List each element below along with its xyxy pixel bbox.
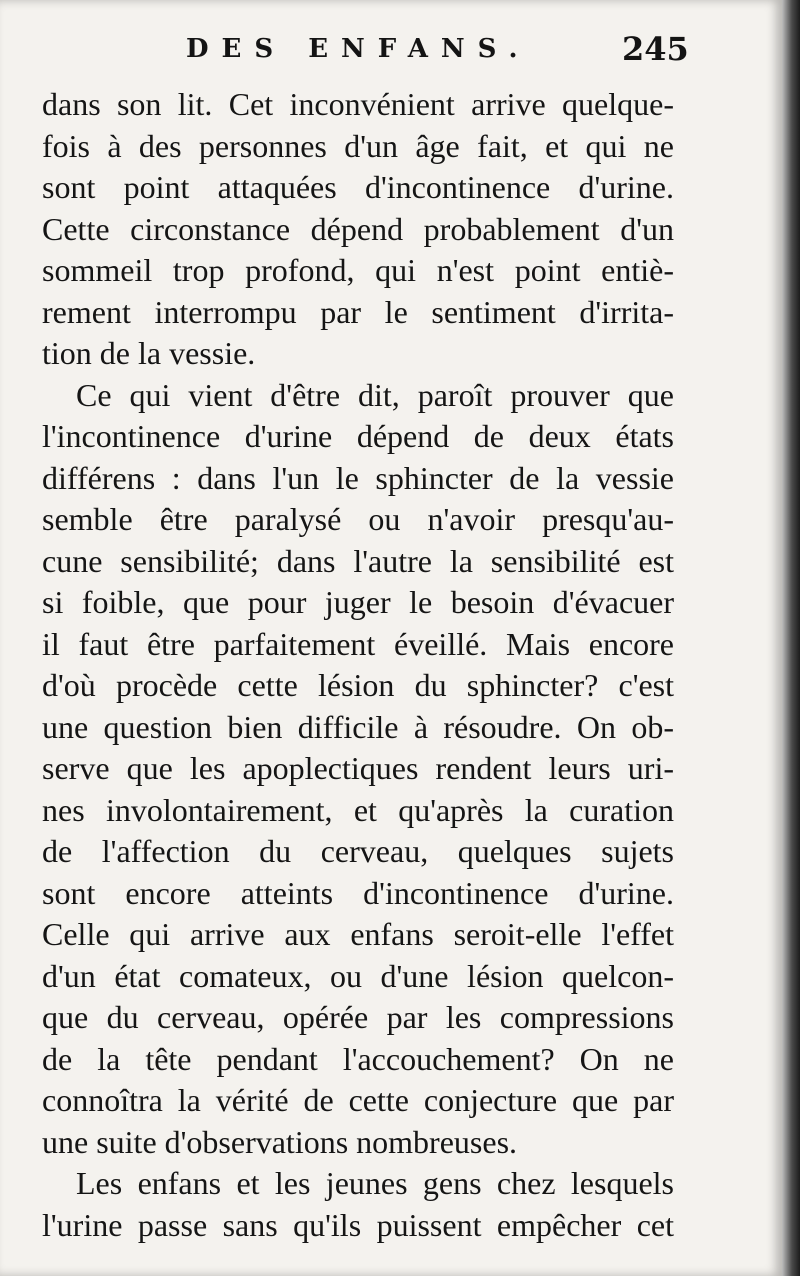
- text-line: sont encore atteints d'incontinence d'urine.: [42, 874, 674, 911]
- text-line: une suite d'observations nombreuses.: [42, 1123, 518, 1160]
- text-line: il faut être parfaitement éveillé. Mais encore: [42, 625, 674, 662]
- text-line: Celle qui arrive aux enfans seroit-elle l'effet: [42, 916, 674, 952]
- running-title: DES ENFANS.: [186, 34, 531, 64]
- text-line: l'incontinence d'urine dépend de deux états: [42, 418, 674, 454]
- text-line: si foible, que pour juger le besoin d'évacuer: [42, 584, 674, 620]
- text-line: sont point attaquées d'incontinence d'urine.: [42, 169, 674, 205]
- text-line: connoîtra la vérité de cette conjecture que par: [42, 1082, 674, 1118]
- text-line: que du cerveau, opérée par les compressions: [42, 999, 674, 1035]
- page-header: [0, 30, 782, 74]
- text-line: rement interrompu par le sentiment d'irrita-: [42, 293, 674, 330]
- text-line: d'un état comateux, ou d'une lésion quelcon-: [42, 957, 674, 994]
- text-line: dans son lit. Cet inconvénient arrive quelque-: [42, 86, 674, 122]
- text-line: nes involontairement, et qu'après la curation: [42, 791, 674, 828]
- text-line: une question bien difficile à résoudre. On ob-: [42, 708, 674, 745]
- text-line: de l'affection du cerveau, quelques sujets: [42, 833, 674, 869]
- text-line: serve que les apoplectiques rendent leurs uri-: [42, 750, 674, 786]
- text-line: l'urine passe sans qu'ils puissent empêcher cet: [42, 1206, 674, 1243]
- text-line: semble être paralysé ou n'avoir presqu'au-: [42, 501, 674, 537]
- text-line: tion de la vessie.: [42, 335, 256, 371]
- text-line: sommeil trop profond, qui n'est point entiè-: [42, 252, 674, 288]
- text-line: de la tête pendant l'accouchement? On ne: [42, 1040, 674, 1077]
- text-line: Cette circonstance dépend probablement d'un: [42, 210, 674, 247]
- page-number: 245: [622, 30, 689, 68]
- text-line: différens : dans l'un le sphincter de la vessie: [42, 459, 674, 496]
- body-text: [42, 84, 674, 1246]
- text-line: fois à des personnes d'un âge fait, et qui ne: [42, 127, 674, 164]
- paragraph-start-line: Ce qui vient d'être dit, paroît prouver que: [76, 376, 674, 413]
- paragraph-start-line: Les enfans et les jeunes gens chez lesquels: [76, 1165, 674, 1201]
- text-line: cune sensibilité; dans l'autre la sensibilité est: [42, 542, 674, 579]
- text-line: d'où procède cette lésion du sphincter? c'est: [42, 667, 674, 703]
- page-edge-shadow: [782, 0, 800, 1276]
